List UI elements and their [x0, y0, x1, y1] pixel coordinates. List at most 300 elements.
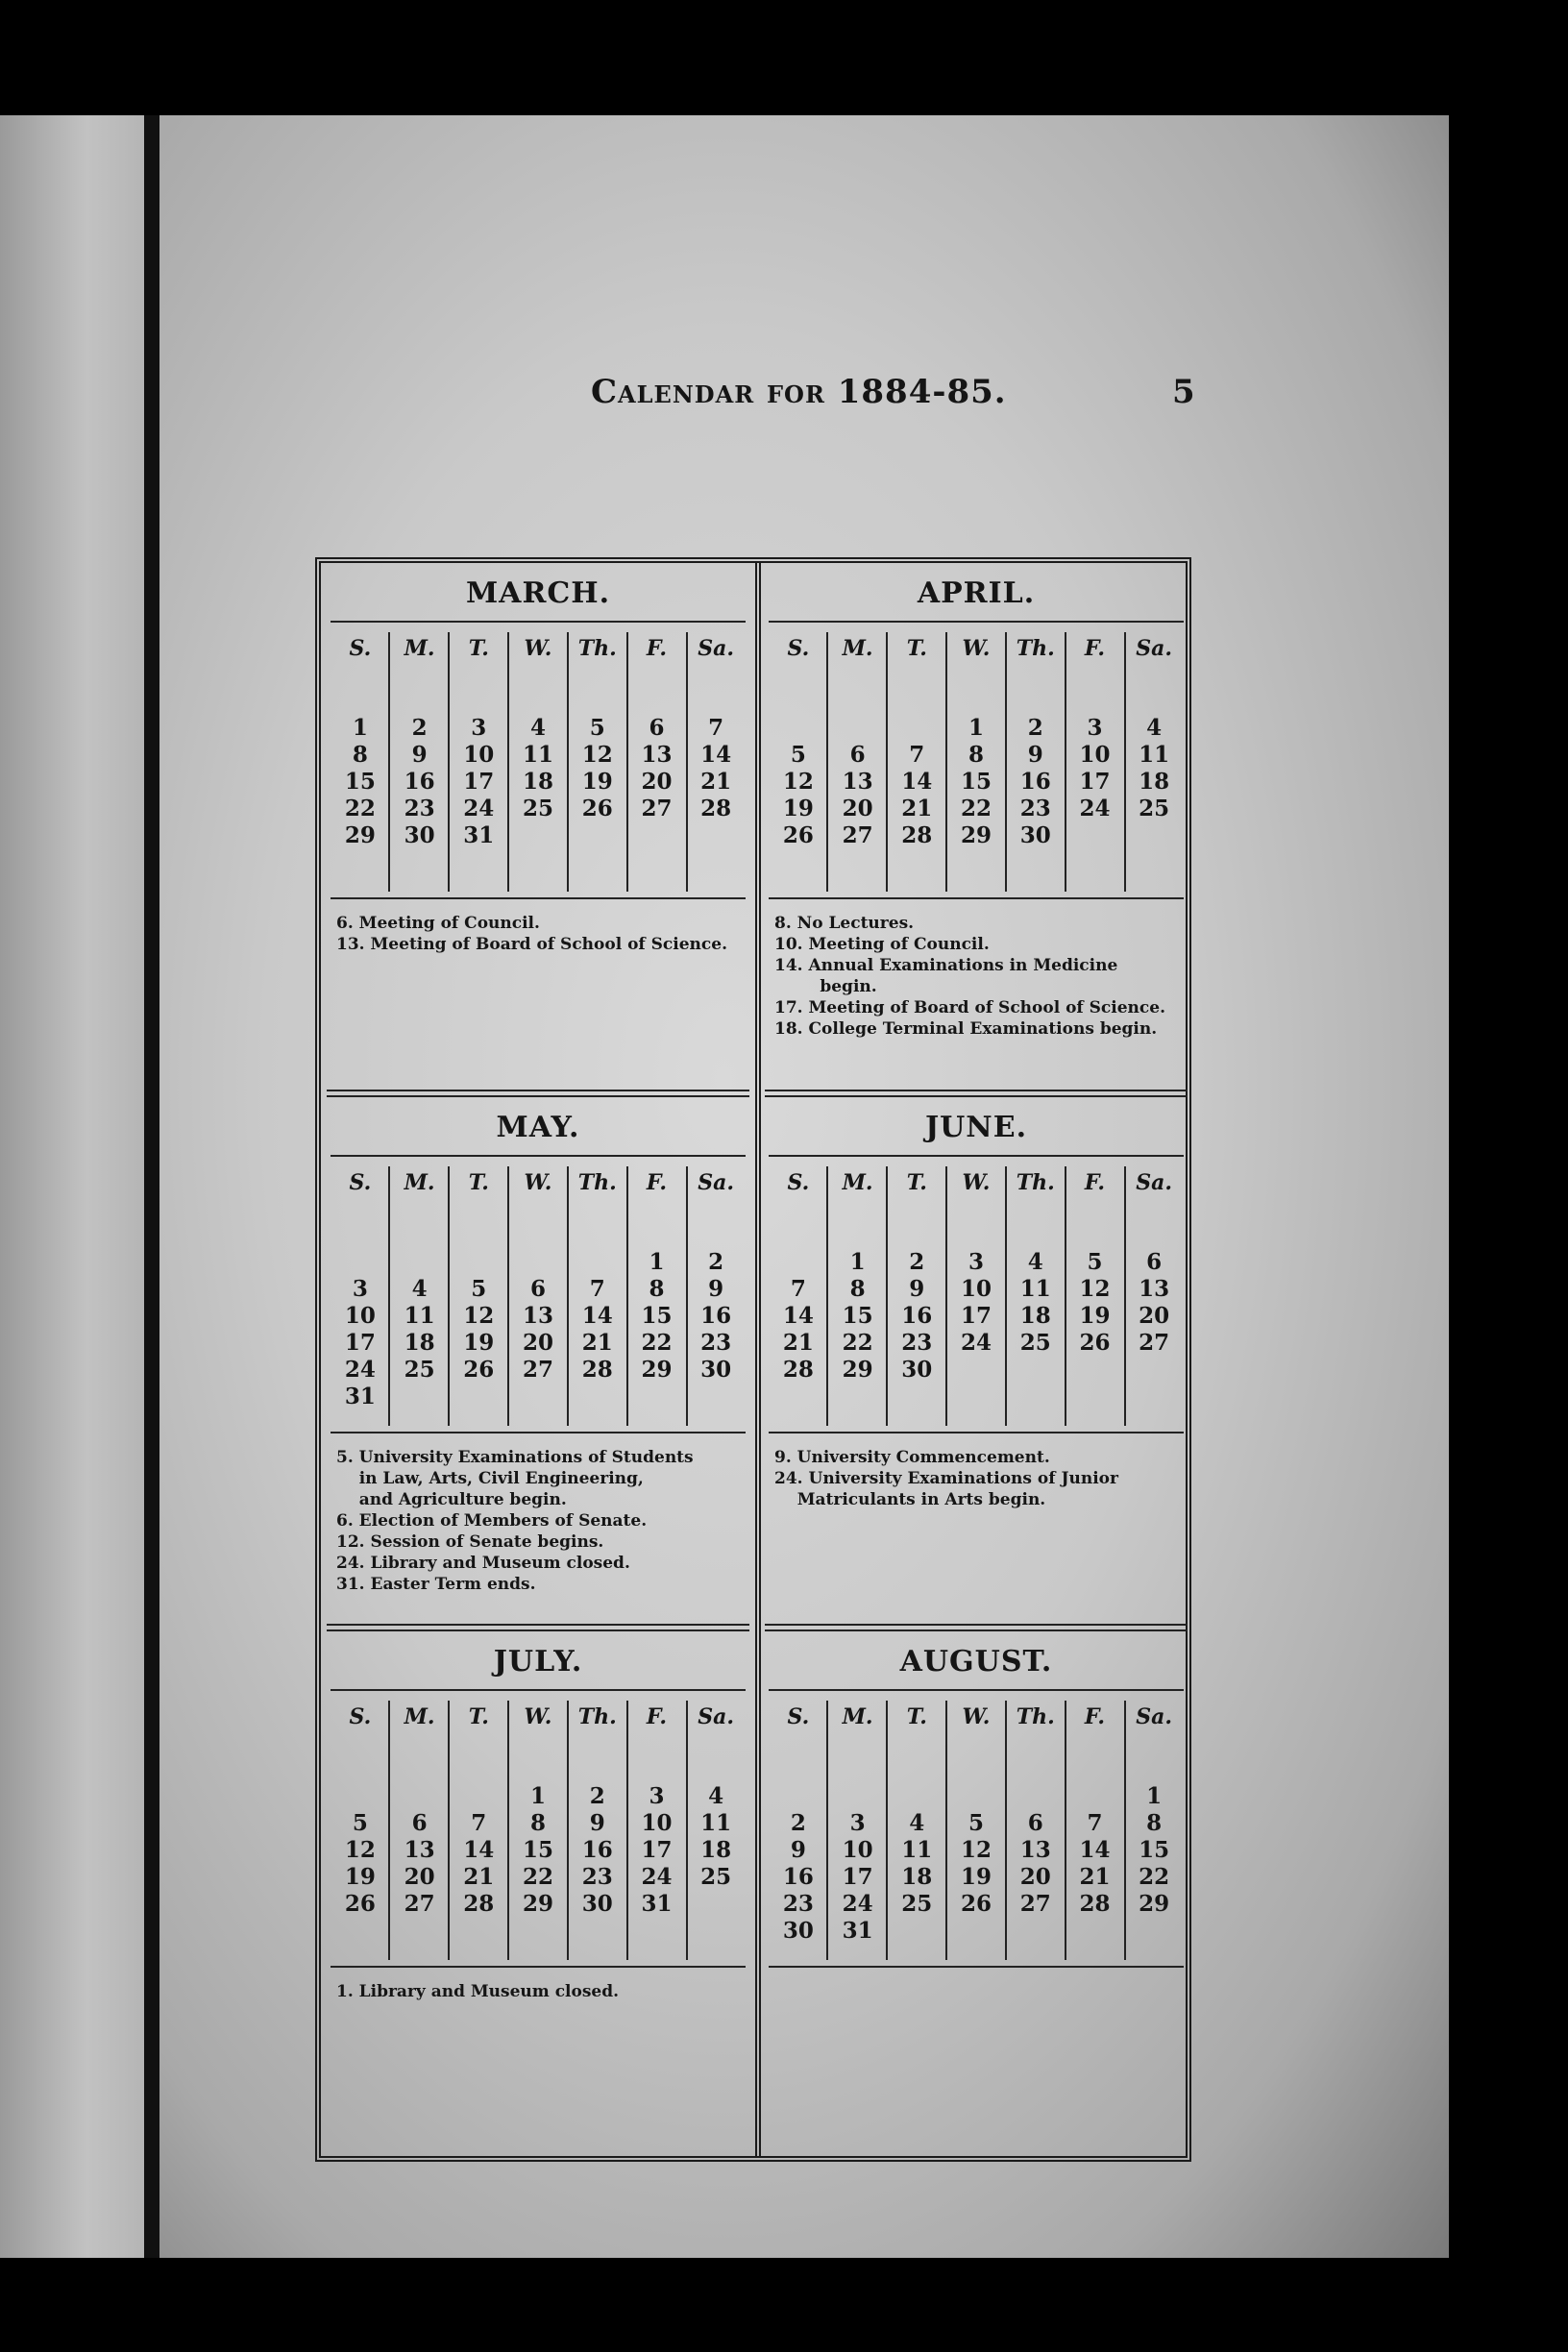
- day-header: F.: [1084, 636, 1105, 661]
- date-cell: 25: [1019, 1330, 1051, 1356]
- month-block: [327, 1631, 749, 2166]
- date-cell: 11: [404, 1303, 435, 1329]
- date-cell: 11: [523, 742, 554, 768]
- date-cell: 13: [641, 742, 673, 768]
- date-cell: [686, 822, 746, 849]
- date-cell: 5: [352, 1810, 368, 1836]
- date-cell: [686, 1384, 746, 1410]
- date-cell: 21: [1079, 1864, 1111, 1890]
- date-cell: 16: [901, 1303, 933, 1329]
- date-cell: [627, 822, 687, 849]
- book-spine: [144, 115, 159, 2258]
- note-line: 9. University Commencement.: [774, 1448, 1050, 1467]
- day-header: M.: [842, 1704, 873, 1729]
- date-cell: 18: [700, 1837, 732, 1863]
- notes-rule: [331, 897, 746, 899]
- date-cell: 16: [1019, 769, 1051, 795]
- month-notes: [774, 913, 1182, 1040]
- date-cell: 31: [344, 1384, 376, 1409]
- date-cell: 23: [581, 1864, 613, 1890]
- date-cell: 3: [649, 1783, 665, 1809]
- month-rule: [331, 1155, 746, 1157]
- date-cell: 4: [530, 715, 547, 741]
- date-cell: 30: [700, 1357, 732, 1383]
- date-cell: 8: [968, 742, 985, 768]
- date-cell: 26: [581, 796, 613, 821]
- week-row: [769, 1837, 1184, 1864]
- date-cell: [686, 1891, 746, 1918]
- date-cell: 27: [842, 822, 873, 848]
- date-cell: 3: [471, 715, 487, 741]
- date-cell: [769, 1249, 828, 1276]
- day-header: Sa.: [698, 1704, 735, 1729]
- note-line: 13. Meeting of Board of School of Science.: [336, 935, 728, 954]
- date-cell: 15: [641, 1303, 673, 1329]
- date-cell: 24: [641, 1864, 673, 1890]
- day-header: T.: [906, 1704, 927, 1729]
- date-cell: 6: [411, 1810, 428, 1836]
- date-cell: 10: [842, 1837, 873, 1863]
- date-cell: 24: [1079, 796, 1111, 821]
- date-cell: 12: [344, 1837, 376, 1863]
- date-cell: 8: [849, 1276, 866, 1302]
- date-cell: 31: [641, 1891, 673, 1917]
- date-cell: 25: [523, 796, 554, 821]
- date-cell: 5: [968, 1810, 985, 1836]
- date-cell: 16: [404, 769, 435, 795]
- date-cell: [508, 822, 568, 849]
- day-header: W.: [962, 1704, 991, 1729]
- date-cell: 14: [463, 1837, 495, 1863]
- note-line: in Law, Arts, Civil Engineering,: [336, 1469, 644, 1488]
- week-row: [331, 1357, 746, 1384]
- date-cell: 29: [344, 822, 376, 848]
- date-cell: [1006, 1783, 1066, 1810]
- day-header: Sa.: [1136, 636, 1173, 661]
- day-header: F.: [1084, 1170, 1105, 1195]
- day-header: Th.: [577, 1170, 617, 1195]
- week-row: [769, 1357, 1184, 1384]
- day-header: Sa.: [698, 1170, 735, 1195]
- month-block: [765, 563, 1188, 1097]
- date-cell: 25: [700, 1864, 732, 1890]
- day-header: T.: [906, 1170, 927, 1195]
- day-header-row: [769, 636, 1184, 694]
- day-header: S.: [787, 1170, 810, 1195]
- day-header: T.: [468, 636, 489, 661]
- date-cell: 15: [842, 1303, 873, 1329]
- date-cell: [1066, 1918, 1125, 1945]
- date-cell: [331, 1783, 390, 1810]
- date-cell: 26: [463, 1357, 495, 1383]
- date-cell: [887, 1783, 946, 1810]
- day-header: M.: [842, 1170, 873, 1195]
- week-row: [331, 822, 746, 849]
- note-line: 8. No Lectures.: [774, 914, 915, 933]
- week-row: [331, 1303, 746, 1330]
- date-cell: [1066, 822, 1125, 849]
- date-cell: 5: [790, 742, 806, 768]
- day-header: S.: [349, 1704, 372, 1729]
- day-header: W.: [962, 636, 991, 661]
- date-cell: 22: [523, 1864, 554, 1890]
- date-grid: [769, 715, 1184, 849]
- week-row: [331, 796, 746, 822]
- date-cell: 12: [581, 742, 613, 768]
- month-rule: [769, 621, 1184, 623]
- date-cell: 6: [849, 742, 866, 768]
- date-cell: 7: [790, 1276, 806, 1302]
- date-cell: [508, 1249, 568, 1276]
- day-header-row: [331, 1170, 746, 1228]
- date-cell: [568, 822, 627, 849]
- section-double-rule: [327, 1624, 749, 1631]
- note-line: 14. Annual Examinations in Medicine: [774, 956, 1118, 975]
- date-cell: 4: [1146, 715, 1163, 741]
- date-cell: 3: [352, 1276, 368, 1302]
- day-header: Th.: [1016, 1704, 1055, 1729]
- date-cell: 10: [641, 1810, 673, 1836]
- date-cell: 1: [968, 715, 985, 741]
- date-cell: [568, 1249, 627, 1276]
- month-block: [765, 1631, 1188, 2166]
- date-cell: 24: [961, 1330, 992, 1356]
- week-row: [769, 1918, 1184, 1945]
- month-name: JULY.: [493, 1645, 583, 1678]
- date-cell: [946, 1783, 1006, 1810]
- date-cell: 15: [1139, 1837, 1170, 1863]
- date-cell: 29: [842, 1357, 873, 1383]
- date-cell: 8: [649, 1276, 665, 1302]
- date-cell: 20: [404, 1864, 435, 1890]
- day-header: W.: [524, 1170, 552, 1195]
- date-cell: 22: [961, 796, 992, 821]
- date-cell: 16: [700, 1303, 732, 1329]
- date-cell: 8: [530, 1810, 547, 1836]
- date-cell: 13: [1139, 1276, 1170, 1302]
- date-cell: 19: [782, 796, 814, 821]
- day-header: S.: [787, 1704, 810, 1729]
- note-line: 10. Meeting of Council.: [774, 935, 990, 954]
- date-cell: 18: [404, 1330, 435, 1356]
- month-rule: [331, 621, 746, 623]
- note-line: 12. Session of Senate begins.: [336, 1532, 604, 1552]
- date-cell: 24: [463, 796, 495, 821]
- date-cell: 27: [641, 796, 673, 821]
- date-cell: 8: [1146, 1810, 1163, 1836]
- month-block: [327, 563, 749, 1097]
- notes-rule: [331, 1966, 746, 1968]
- date-cell: 30: [581, 1891, 613, 1917]
- day-header: F.: [646, 636, 667, 661]
- date-cell: 1: [849, 1249, 866, 1275]
- day-header: Sa.: [698, 636, 735, 661]
- day-header-row: [769, 1704, 1184, 1762]
- date-cell: [769, 715, 828, 742]
- note-line: 1. Library and Museum closed.: [336, 1982, 620, 2001]
- date-cell: [1124, 822, 1184, 849]
- date-cell: 6: [530, 1276, 547, 1302]
- date-cell: 14: [1079, 1837, 1111, 1863]
- date-cell: [390, 1384, 450, 1410]
- date-cell: 18: [1019, 1303, 1051, 1329]
- month-name: AUGUST.: [899, 1645, 1053, 1678]
- note-line: 24. Library and Museum closed.: [336, 1554, 630, 1573]
- day-header: T.: [468, 1170, 489, 1195]
- date-cell: 29: [523, 1891, 554, 1917]
- month-rule: [331, 1689, 746, 1691]
- note-line: 6. Meeting of Council.: [336, 914, 540, 933]
- month-block: [327, 1097, 749, 1631]
- date-cell: [449, 1783, 508, 1810]
- day-header: W.: [524, 1704, 552, 1729]
- center-divider: [755, 563, 761, 2156]
- month-block: [765, 1097, 1188, 1631]
- date-cell: [828, 1783, 888, 1810]
- day-header: M.: [404, 636, 435, 661]
- day-header: T.: [906, 636, 927, 661]
- note-line: Matriculants in Arts begin.: [774, 1490, 1046, 1509]
- note-line: 6. Election of Members of Senate.: [336, 1511, 648, 1531]
- month-notes: [336, 913, 744, 955]
- date-cell: 21: [782, 1330, 814, 1356]
- date-cell: 11: [700, 1810, 732, 1836]
- date-cell: [390, 1249, 450, 1276]
- date-cell: 18: [901, 1864, 933, 1890]
- month-rule: [769, 1689, 1184, 1691]
- date-cell: 25: [1139, 796, 1170, 821]
- week-row: [769, 796, 1184, 822]
- date-cell: 31: [463, 822, 495, 848]
- date-cell: 1: [352, 715, 368, 741]
- month-name: APRIL.: [917, 576, 1036, 610]
- day-header: Sa.: [1136, 1704, 1173, 1729]
- date-cell: 21: [581, 1330, 613, 1356]
- date-cell: 10: [1079, 742, 1111, 768]
- day-header: F.: [646, 1704, 667, 1729]
- week-row: [769, 1276, 1184, 1303]
- date-cell: 2: [790, 1810, 806, 1836]
- week-row: [331, 742, 746, 769]
- date-cell: 14: [901, 769, 933, 795]
- date-cell: 2: [708, 1249, 724, 1275]
- date-cell: 11: [1139, 742, 1170, 768]
- date-cell: 11: [1019, 1276, 1051, 1302]
- date-cell: 11: [901, 1837, 933, 1863]
- day-header: Th.: [577, 1704, 617, 1729]
- week-row: [331, 769, 746, 796]
- week-row: [769, 1249, 1184, 1276]
- date-grid: [769, 1249, 1184, 1384]
- date-cell: 7: [708, 715, 724, 741]
- date-cell: 13: [1019, 1837, 1051, 1863]
- week-row: [769, 1891, 1184, 1918]
- date-cell: 1: [649, 1249, 665, 1275]
- date-cell: 16: [581, 1837, 613, 1863]
- date-cell: 9: [589, 1810, 605, 1836]
- day-header: Th.: [1016, 1170, 1055, 1195]
- date-cell: 12: [782, 769, 814, 795]
- week-row: [769, 822, 1184, 849]
- notes-rule: [769, 897, 1184, 899]
- date-cell: 5: [471, 1276, 487, 1302]
- date-cell: 4: [909, 1810, 925, 1836]
- week-row: [331, 1837, 746, 1864]
- date-cell: 17: [344, 1330, 376, 1356]
- week-row: [331, 1276, 746, 1303]
- day-header: S.: [787, 636, 810, 661]
- date-cell: 22: [1139, 1864, 1170, 1890]
- date-cell: 7: [589, 1276, 605, 1302]
- week-row: [769, 1303, 1184, 1330]
- month-notes: [336, 1447, 744, 1595]
- day-header-row: [331, 1704, 746, 1762]
- week-row: [331, 1249, 746, 1276]
- date-grid: [331, 715, 746, 849]
- date-cell: 28: [581, 1357, 613, 1383]
- day-header: W.: [524, 636, 552, 661]
- date-cell: 6: [1146, 1249, 1163, 1275]
- date-cell: [449, 1384, 508, 1410]
- date-cell: 17: [463, 769, 495, 795]
- day-header: M.: [404, 1704, 435, 1729]
- date-cell: 20: [641, 769, 673, 795]
- date-cell: [627, 1384, 687, 1410]
- date-cell: 27: [1139, 1330, 1170, 1356]
- date-cell: 24: [344, 1357, 376, 1383]
- date-cell: 14: [782, 1303, 814, 1329]
- date-cell: 30: [901, 1357, 933, 1383]
- note-line: 17. Meeting of Board of School of Science.: [774, 998, 1166, 1017]
- date-cell: 8: [352, 742, 368, 768]
- date-cell: 1: [530, 1783, 547, 1809]
- date-cell: 6: [1027, 1810, 1043, 1836]
- date-cell: 18: [1139, 769, 1170, 795]
- day-header-row: [331, 636, 746, 694]
- note-line: 5. University Examinations of Students: [336, 1448, 694, 1467]
- date-cell: 27: [404, 1891, 435, 1917]
- date-cell: 2: [1027, 715, 1043, 741]
- day-header: Th.: [577, 636, 617, 661]
- note-line: begin.: [774, 977, 877, 996]
- date-cell: 15: [344, 769, 376, 795]
- day-header: F.: [646, 1170, 667, 1195]
- month-name: JUNE.: [924, 1111, 1028, 1144]
- date-cell: [946, 1918, 1006, 1945]
- date-cell: 5: [1087, 1249, 1103, 1275]
- week-row: [769, 742, 1184, 769]
- date-cell: 6: [649, 715, 665, 741]
- date-cell: 28: [463, 1891, 495, 1917]
- date-cell: 13: [523, 1303, 554, 1329]
- date-cell: 18: [523, 769, 554, 795]
- date-cell: 7: [1087, 1810, 1103, 1836]
- date-cell: 14: [581, 1303, 613, 1329]
- date-cell: 19: [1079, 1303, 1111, 1329]
- date-cell: 20: [1139, 1303, 1170, 1329]
- date-cell: 19: [581, 769, 613, 795]
- date-cell: 23: [1019, 796, 1051, 821]
- date-cell: 3: [968, 1249, 985, 1275]
- week-row: [331, 1783, 746, 1810]
- date-cell: 13: [842, 769, 873, 795]
- date-cell: 30: [404, 822, 435, 848]
- week-row: [769, 1330, 1184, 1357]
- date-cell: 4: [708, 1783, 724, 1809]
- date-cell: [946, 1357, 1006, 1384]
- date-cell: 31: [842, 1918, 873, 1944]
- date-cell: 22: [641, 1330, 673, 1356]
- date-cell: [887, 1918, 946, 1945]
- date-cell: 17: [961, 1303, 992, 1329]
- week-row: [769, 1783, 1184, 1810]
- date-cell: 15: [961, 769, 992, 795]
- facing-page-edge: [0, 115, 144, 2258]
- note-line: 18. College Terminal Examinations begin.: [774, 1019, 1158, 1039]
- date-cell: [568, 1384, 627, 1410]
- page-header: [327, 373, 1195, 430]
- date-cell: [1006, 1918, 1066, 1945]
- date-cell: 7: [471, 1810, 487, 1836]
- date-cell: [1066, 1357, 1125, 1384]
- week-row: [331, 1864, 746, 1891]
- notes-rule: [331, 1432, 746, 1433]
- notes-rule: [769, 1432, 1184, 1433]
- week-row: [331, 1384, 746, 1410]
- date-cell: 25: [404, 1357, 435, 1383]
- date-cell: 19: [961, 1864, 992, 1890]
- date-cell: 1: [1146, 1783, 1163, 1809]
- week-row: [769, 715, 1184, 742]
- day-header: M.: [842, 636, 873, 661]
- day-header: T.: [468, 1704, 489, 1729]
- date-cell: 3: [1087, 715, 1103, 741]
- date-cell: 17: [641, 1837, 673, 1863]
- scanned-page: [0, 115, 1449, 2258]
- date-cell: 23: [404, 796, 435, 821]
- date-cell: 9: [909, 1276, 925, 1302]
- date-cell: [887, 715, 946, 742]
- week-row: [331, 1810, 746, 1837]
- date-cell: 9: [1027, 742, 1043, 768]
- date-cell: 27: [523, 1357, 554, 1383]
- date-cell: 16: [782, 1864, 814, 1890]
- day-header-row: [769, 1170, 1184, 1228]
- date-cell: [828, 715, 888, 742]
- date-cell: [769, 1783, 828, 1810]
- date-cell: 4: [411, 1276, 428, 1302]
- date-cell: 23: [700, 1330, 732, 1356]
- date-cell: 28: [700, 796, 732, 821]
- date-cell: [1066, 1783, 1125, 1810]
- date-cell: 26: [344, 1891, 376, 1917]
- date-cell: 28: [1079, 1891, 1111, 1917]
- date-cell: 23: [901, 1330, 933, 1356]
- note-line: 24. University Examinations of Junior: [774, 1469, 1118, 1488]
- date-cell: 9: [790, 1837, 806, 1863]
- date-cell: 13: [404, 1837, 435, 1863]
- date-cell: 24: [842, 1891, 873, 1917]
- date-cell: 15: [523, 1837, 554, 1863]
- date-cell: 10: [961, 1276, 992, 1302]
- date-grid: [331, 1783, 746, 1918]
- date-cell: 20: [1019, 1864, 1051, 1890]
- date-cell: [331, 1249, 390, 1276]
- calendar-frame: [315, 557, 1191, 2162]
- date-cell: 10: [463, 742, 495, 768]
- date-cell: 21: [463, 1864, 495, 1890]
- date-cell: [1006, 1357, 1066, 1384]
